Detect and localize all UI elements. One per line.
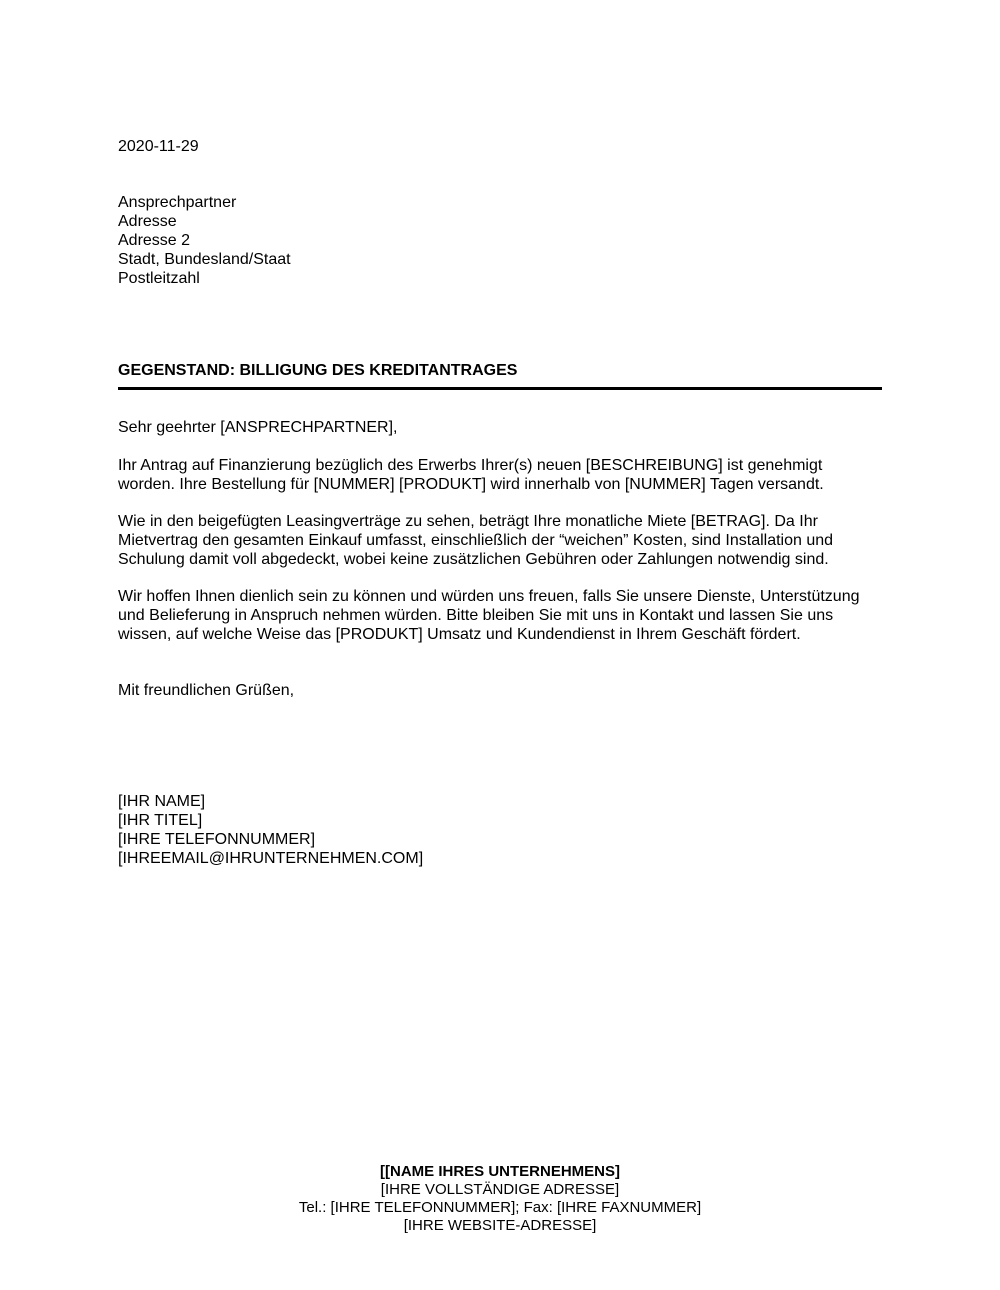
paragraph-line: und Belieferung in Anspruch nehmen würden. Bitte bleiben Sie mit uns in Kontakt und lassen Sie uns [118,607,834,624]
recipient-line: Stadt, Bundesland/Staat [118,251,291,268]
paragraph-line: Mietvertrag den gesamten Einkauf umfasst, einschließlich der “weichen” Kosten, sind Installation und [118,532,834,549]
signature-block [118,792,888,868]
letter-date [118,137,888,156]
body-paragraph-2 [118,512,888,569]
paragraph-line: Schulung damit voll abgedeckt, wobei keine zusätzlichen Gebühren oder Zahlungen notwendig sind. [118,551,829,568]
paragraph-line: Wir hoffen Ihnen dienlich sein zu können und würden uns freuen, falls Sie unsere Dienste, Unterstützung [118,588,860,605]
paragraph-line: Wie in den beigefügten Leasingverträge zu sehen, beträgt Ihre monatliche Miete [BETRAG]. Da Ihr [118,513,818,530]
recipient-line: Ansprechpartner [118,194,237,211]
closing [118,681,888,700]
signature-email: [IHREEMAIL@IHRUNTERNEHMEN.COM] [118,850,424,867]
subject-heading: GEGENSTAND: BILLIGUNG DES KREDITANTRAGES [118,361,882,390]
body-paragraph-3 [118,587,888,644]
footer-website: [IHRE WEBSITE-ADRESSE] [403,1217,597,1234]
salutation [118,418,888,437]
signature-phone: [IHRE TELEFONNUMMER] [118,831,316,848]
signature-title: [IHR TITEL] [118,812,203,829]
footer-address: [IHRE VOLLSTÄNDIGE ADRESSE] [380,1181,620,1198]
paragraph-line: wissen, auf welche Weise das [PRODUKT] Umsatz und Kundendienst in Ihrem Geschäft fördert. [118,626,801,643]
recipient-line: Adresse [118,213,177,230]
footer-contact: Tel.: [IHRE TELEFONNUMMER]; Fax: [IHRE FAXNUMMER] [298,1199,702,1216]
recipient-address [118,193,888,288]
body-paragraph-1 [118,456,888,494]
recipient-line: Postleitzahl [118,270,200,287]
paragraph-line: Ihr Antrag auf Finanzierung bezüglich des Erwerbs Ihrer(s) neuen [BESCHREIBUNG] ist genehmigt [118,457,823,474]
recipient-line: Adresse 2 [118,232,191,249]
closing-text: Mit freundlichen Grüßen, [118,682,295,699]
footer-company: [[NAME IHRES UNTERNEHMENS] [380,1163,620,1180]
salutation-text: Sehr geehrter [ANSPRECHPARTNER], [118,419,398,436]
paragraph-line: worden. Ihre Bestellung für [NUMMER] [PRODUKT] wird innerhalb von [NUMMER] Tagen versandt. [118,476,824,493]
date-text: 2020-11-29 [118,138,199,155]
letter-footer [0,1163,1000,1235]
signature-name: [IHR NAME] [118,793,206,810]
